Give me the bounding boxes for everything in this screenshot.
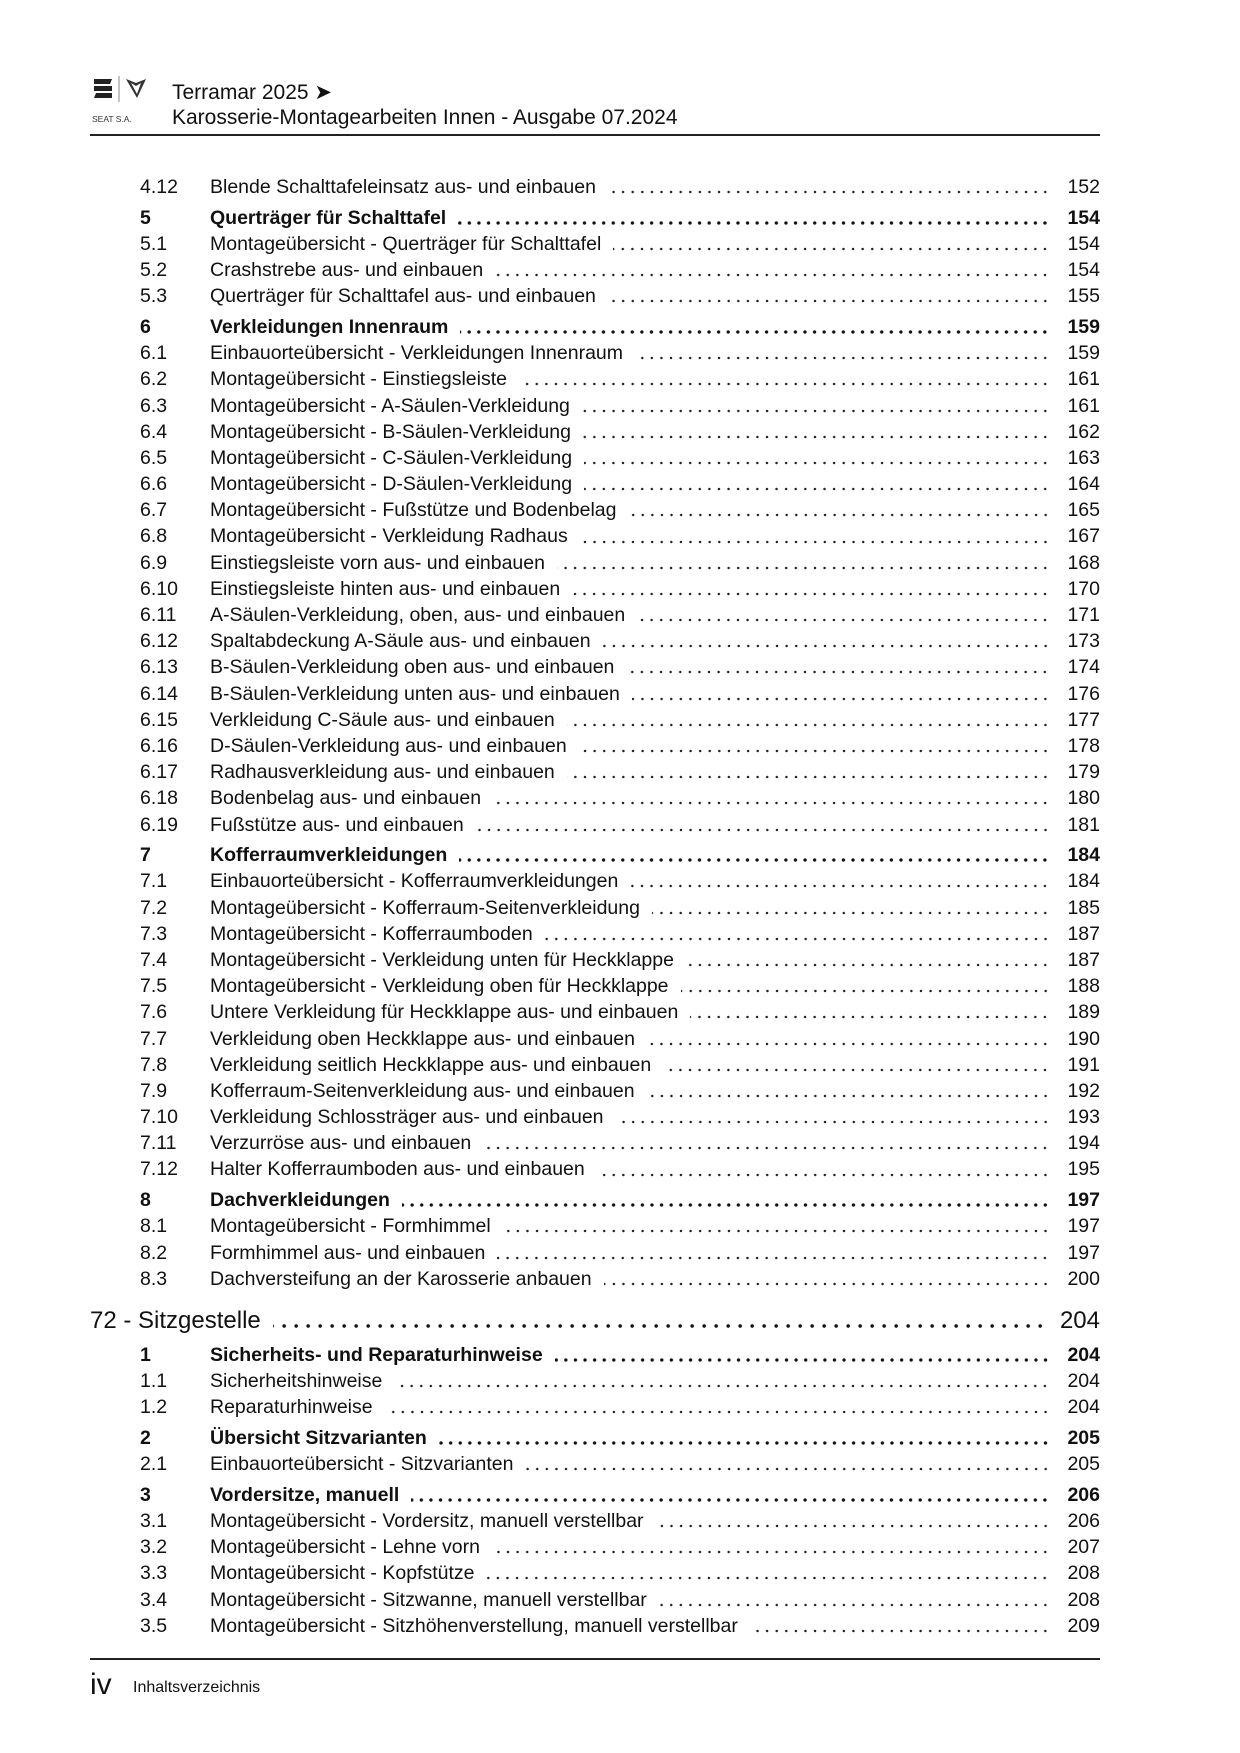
toc-leader-dots [458, 221, 1050, 225]
toc-title: Verkleidung Schlossträger aus- und einbauen [210, 1106, 604, 1129]
toc-leader-dots [637, 618, 1050, 622]
toc-section[interactable] [90, 205, 1100, 231]
toc-entry[interactable] [90, 257, 1100, 283]
toc-title: Einstiegsleiste hinten aus- und einbauen [210, 577, 561, 600]
toc-title: Montageübersicht - Querträger für Schalttafel [210, 232, 602, 255]
toc-entry[interactable] [90, 1560, 1100, 1586]
toc-title: Kofferraumverkleidungen [210, 844, 448, 867]
toc-leader-dots [411, 1498, 1050, 1502]
toc-leader-dots [663, 1068, 1050, 1072]
toc-entry[interactable] [90, 733, 1100, 759]
toc-title: Übersicht Sitzvarianten [210, 1426, 427, 1449]
toc-leader-dots [597, 1173, 1050, 1177]
toc-title: Reparaturhinweise [210, 1396, 373, 1419]
toc-entry[interactable] [90, 1534, 1100, 1560]
toc-page: 206 [1067, 1510, 1100, 1532]
toc-leader-dots [497, 1256, 1050, 1260]
toc-title: 72 - Sitzgestelle [90, 1306, 261, 1334]
toc-entry[interactable] [90, 895, 1100, 921]
toc-leader-dots [582, 409, 1050, 413]
toc-entry[interactable] [90, 759, 1100, 785]
toc-entry[interactable] [90, 1613, 1100, 1639]
toc-number: 6 [140, 315, 151, 338]
toc-title: Montageübersicht - Verkleidung Radhaus [210, 525, 568, 548]
toc-page: 181 [1067, 813, 1100, 836]
toc-title: Verkleidung C-Säule aus- und einbauen [210, 708, 555, 731]
toc-page: 155 [1067, 285, 1100, 308]
toc-leader-dots [652, 911, 1050, 915]
cupra-logo-icon [126, 79, 146, 98]
toc-title: Sicherheits- und Reparaturhinweise [210, 1343, 543, 1366]
toc-page: 161 [1067, 394, 1100, 417]
toc-number: 7 [140, 844, 151, 867]
toc-leader-dots [545, 937, 1050, 941]
toc-title: Montageübersicht - C-Säulen-Verkleidung [210, 446, 573, 469]
toc-number: 6.4 [140, 420, 168, 443]
toc-page: 162 [1067, 420, 1100, 443]
toc-entry[interactable] [90, 497, 1100, 523]
toc-leader-dots [439, 1441, 1050, 1445]
toc-entry[interactable] [90, 445, 1100, 471]
toc-title: Montageübersicht - Kofferraum-Seitenverkleidung [210, 896, 640, 919]
toc-number: 5.2 [140, 259, 168, 282]
toc-title: Montageübersicht - Kopfstütze [210, 1562, 475, 1585]
toc-section[interactable] [90, 1425, 1100, 1451]
document-subtitle: Karosserie-Montagearbeiten Innen - Ausgabe 07.2024 [172, 106, 678, 129]
toc-entry[interactable] [90, 1451, 1100, 1477]
toc-entry[interactable] [90, 921, 1100, 947]
toc-page: 208 [1067, 1588, 1100, 1611]
toc-page: 154 [1067, 206, 1100, 229]
toc-page: 191 [1067, 1053, 1100, 1076]
toc-title: Querträger für Schalttafel aus- und einbauen [210, 285, 596, 308]
toc-entry[interactable] [90, 947, 1100, 973]
toc-title: Halter Kofferraumboden aus- und einbauen [210, 1158, 585, 1181]
toc-page: 195 [1067, 1158, 1100, 1181]
toc-number: 7.11 [140, 1132, 177, 1155]
toc-page: 207 [1067, 1536, 1100, 1559]
toc-page: 205 [1067, 1426, 1100, 1449]
toc-entry[interactable] [90, 1026, 1100, 1052]
toc-section[interactable] [90, 1187, 1100, 1213]
toc-number: 6.9 [140, 551, 168, 574]
toc-number: 2.1 [140, 1453, 168, 1476]
toc-number: 6.5 [140, 446, 168, 469]
toc-leader-dots [647, 1094, 1050, 1098]
toc-title: B-Säulen-Verkleidung unten aus- und einbauen [210, 682, 620, 705]
toc-number: 7.8 [140, 1053, 168, 1076]
toc-entry[interactable] [90, 812, 1100, 838]
toc-number: 6.6 [140, 473, 168, 496]
toc-page: 154 [1067, 232, 1100, 255]
header-rule [90, 134, 1100, 136]
toc-leader-dots [503, 1229, 1050, 1233]
toc-title: Montageübersicht - Verkleidung oben für Heckklappe [210, 975, 669, 998]
toc-entry[interactable] [90, 1078, 1100, 1104]
toc-leader-dots [572, 592, 1050, 596]
toc-number: 6.17 [140, 761, 178, 784]
toc-title: Einstiegsleiste vorn aus- und einbauen [210, 551, 545, 574]
toc-number: 1.2 [140, 1396, 168, 1419]
toc-leader-dots [603, 644, 1050, 648]
toc-entry[interactable] [90, 602, 1100, 628]
toc-page: 179 [1067, 761, 1100, 784]
toc-leader-dots [616, 1120, 1050, 1124]
toc-page: 187 [1067, 948, 1100, 971]
toc-page: 178 [1067, 734, 1100, 757]
toc-leader-dots [385, 1410, 1050, 1414]
toc-entry[interactable] [90, 1394, 1100, 1420]
toc-entry[interactable] [90, 471, 1100, 497]
toc-entry[interactable] [90, 1213, 1100, 1239]
toc-page: 174 [1067, 656, 1100, 679]
toc-number: 1 [140, 1343, 151, 1366]
toc-number: 8 [140, 1189, 151, 1212]
toc-entry[interactable] [90, 1240, 1100, 1266]
toc-page: 180 [1067, 787, 1100, 810]
toc-number: 6.12 [140, 630, 178, 653]
toc-leader-dots [459, 858, 1050, 862]
toc-title: Verkleidung seitlich Heckklappe aus- und einbauen [210, 1053, 652, 1076]
seat-logo-icon [94, 79, 112, 98]
toc-title: Montageübersicht - Verkleidung unten für Heckklappe [210, 948, 674, 971]
toc-number: 3.4 [140, 1588, 168, 1611]
toc-title: Crashstrebe aus- und einbauen [210, 259, 484, 282]
toc-leader-dots [613, 247, 1050, 251]
toc-entry[interactable] [90, 419, 1100, 445]
toc-number: 7.3 [140, 922, 168, 945]
toc-leader-dots [460, 330, 1050, 334]
toc-entry[interactable] [90, 973, 1100, 999]
toc-number: 6.10 [140, 577, 178, 600]
toc-entry[interactable] [90, 366, 1100, 392]
toc-entry[interactable] [90, 1508, 1100, 1534]
toc-leader-dots [495, 273, 1050, 277]
toc-leader-dots [567, 775, 1050, 779]
toc-title: Montageübersicht - B-Säulen-Verkleidung [210, 420, 571, 443]
toc-page: 208 [1067, 1562, 1100, 1585]
toc-title: Montageübersicht - Kofferraumboden [210, 922, 533, 945]
toc-leader-dots [629, 513, 1050, 517]
toc-entry[interactable] [90, 1156, 1100, 1182]
toc-page: 170 [1067, 577, 1100, 600]
toc-number: 6.7 [140, 499, 168, 522]
toc-entry[interactable] [90, 576, 1100, 602]
toc-title: Spaltabdeckung A-Säule aus- und einbauen [210, 630, 591, 653]
toc-number: 6.18 [140, 787, 178, 810]
toc-title: Verkleidung oben Heckklappe aus- und einbauen [210, 1027, 635, 1050]
toc-number: 7.5 [140, 975, 168, 998]
toc-title: Kofferraum-Seitenverkleidung aus- und einbauen [210, 1079, 635, 1102]
toc-number: 7.6 [140, 1001, 168, 1024]
toc-title: D-Säulen-Verkleidung aus- und einbauen [210, 734, 567, 757]
toc-number: 7.10 [140, 1106, 178, 1129]
toc-page: 192 [1067, 1079, 1100, 1102]
toc-leader-dots [476, 828, 1050, 832]
toc-number: 7.7 [140, 1027, 168, 1050]
toc-page: 163 [1067, 446, 1100, 469]
toc-leader-dots [584, 461, 1050, 465]
toc-title: Formhimmel aus- und einbauen [210, 1241, 486, 1264]
toc-page: 204 [1067, 1396, 1100, 1419]
toc-title: Bodenbelag aus- und einbauen [210, 787, 482, 810]
toc-entry[interactable] [90, 283, 1100, 309]
toc-page: 167 [1067, 525, 1100, 548]
toc-number: 8.1 [140, 1215, 168, 1238]
toc-page: 184 [1067, 870, 1100, 893]
toc-number: 7.12 [140, 1158, 178, 1181]
toc-title: Montageübersicht - Lehne vorn [210, 1536, 480, 1559]
footer-rule [90, 1658, 1100, 1660]
toc-page: 152 [1067, 176, 1100, 198]
toc-page: 197 [1067, 1241, 1100, 1264]
toc-title: Montageübersicht - D-Säulen-Verkleidung [210, 473, 573, 496]
toc-title: Blende Schalttafeleinsatz aus- und einbauen [210, 176, 596, 198]
toc-title: Montageübersicht - Einstiegsleiste [210, 368, 507, 391]
toc-leader-dots [394, 1384, 1050, 1388]
toc-leader-dots [659, 1603, 1050, 1607]
toc-leader-dots [492, 1550, 1050, 1554]
toc-leader-dots [584, 487, 1050, 491]
toc-page: 161 [1067, 368, 1100, 391]
toc-title: Montageübersicht - Sitzhöhenverstellung, manuell verstellbar [210, 1614, 738, 1637]
toc-leader-dots [656, 1524, 1050, 1528]
toc-page: 193 [1067, 1106, 1100, 1129]
toc-entry[interactable] [90, 654, 1100, 680]
toc-title: Fußstütze aus- und einbauen [210, 813, 464, 836]
toc-page: 197 [1067, 1189, 1100, 1212]
toc-leader-dots [750, 1629, 1050, 1633]
toc-leader-dots [608, 299, 1050, 303]
toc-number: 7.2 [140, 896, 168, 919]
toc-entry[interactable] [90, 340, 1100, 366]
toc-number: 6.16 [140, 734, 178, 757]
toc-leader-dots [604, 1282, 1050, 1286]
toc-page: 168 [1067, 551, 1100, 574]
toc-entry[interactable] [90, 1266, 1100, 1292]
toc-leader-dots [483, 1146, 1050, 1150]
toc-number: 3.5 [140, 1614, 168, 1637]
toc-page: 176 [1067, 682, 1100, 705]
toc-page: 177 [1067, 708, 1100, 731]
toc-entry[interactable] [90, 393, 1100, 419]
toc-title: Einbauorteübersicht - Sitzvarianten [210, 1453, 514, 1476]
toc-leader-dots [493, 801, 1050, 805]
toc-number: 8.3 [140, 1267, 168, 1290]
svg-text:SEAT S.A.: SEAT S.A. [92, 114, 132, 124]
toc-leader-dots [635, 356, 1050, 360]
toc-page: 190 [1067, 1027, 1100, 1050]
toc-title: Vordersitze, manuell [210, 1483, 400, 1506]
toc-number: 1.1 [140, 1370, 168, 1393]
toc-number: 5 [140, 206, 151, 229]
toc-leader-dots [686, 963, 1050, 967]
toc-page: 159 [1067, 315, 1100, 338]
toc-entry[interactable] [90, 231, 1100, 257]
toc-section[interactable] [90, 1342, 1100, 1368]
toc-title: Montageübersicht - A-Säulen-Verkleidung [210, 394, 570, 417]
toc-entry[interactable] [90, 999, 1100, 1025]
toc-page: 204 [1067, 1370, 1100, 1393]
toc-number: 6.14 [140, 682, 178, 705]
table-of-contents [90, 174, 1100, 1639]
toc-leader-dots [402, 1203, 1050, 1207]
toc-number: 6.11 [140, 604, 177, 626]
toc-entry[interactable] [90, 1130, 1100, 1156]
toc-leader-dots [632, 697, 1050, 701]
toc-title: Querträger für Schalttafel [210, 206, 447, 229]
toc-title: Dachversteifung an der Karosserie anbauen [210, 1267, 592, 1290]
toc-number: 7.9 [140, 1079, 168, 1102]
toc-entry[interactable] [90, 628, 1100, 654]
toc-number: 7.4 [140, 948, 168, 971]
toc-entry[interactable] [90, 1368, 1100, 1394]
toc-page: 189 [1067, 1001, 1100, 1024]
toc-entry[interactable] [90, 785, 1100, 811]
toc-title: Montageübersicht - Formhimmel [210, 1215, 491, 1238]
toc-entry[interactable] [90, 1587, 1100, 1613]
toc-title: Montageübersicht - Sitzwanne, manuell verstellbar [210, 1588, 647, 1611]
toc-number: 2 [140, 1426, 151, 1449]
toc-page: 164 [1067, 473, 1100, 496]
toc-title: Einbauorteübersicht - Verkleidungen Innenraum [210, 342, 624, 365]
toc-leader-dots [526, 1467, 1051, 1471]
toc-title: Verzurröse aus- und einbauen [210, 1132, 472, 1155]
toc-section[interactable] [90, 314, 1100, 340]
toc-leader-dots [647, 1042, 1050, 1046]
page-number: iv [90, 1668, 112, 1701]
toc-page: 204 [1067, 1343, 1100, 1366]
toc-number: 4.12 [140, 176, 178, 198]
footer-label: Inhaltsverzeichnis [133, 1679, 261, 1696]
toc-entry[interactable] [90, 1052, 1100, 1078]
toc-number: 3 [140, 1483, 151, 1506]
toc-page: 204 [1059, 1306, 1100, 1334]
toc-number: 6.13 [140, 656, 178, 679]
toc-leader-dots [608, 190, 1050, 194]
toc-entry[interactable] [90, 550, 1100, 576]
toc-number: 5.1 [140, 232, 168, 255]
toc-leader-dots [557, 566, 1050, 570]
toc-chapter[interactable] [90, 1306, 1100, 1336]
toc-title: Montageübersicht - Vordersitz, manuell verstellbar [210, 1510, 644, 1532]
toc-entry[interactable] [90, 681, 1100, 707]
toc-number: 6.15 [140, 708, 178, 731]
toc-entry[interactable] [90, 868, 1100, 894]
toc-leader-dots [681, 989, 1050, 993]
toc-section[interactable] [90, 842, 1100, 868]
toc-leader-dots [486, 1576, 1050, 1580]
toc-number: 6.3 [140, 394, 168, 417]
toc-page: 154 [1067, 259, 1100, 282]
toc-leader-dots [273, 1324, 1046, 1328]
toc-page: 197 [1067, 1215, 1100, 1238]
toc-page: 200 [1067, 1267, 1100, 1290]
toc-title: Sicherheitshinweise [210, 1370, 383, 1393]
toc-leader-dots [555, 1358, 1050, 1362]
seat-cupra-logo [92, 76, 162, 136]
toc-title: Radhausverkleidung aus- und einbauen [210, 761, 555, 784]
toc-title: B-Säulen-Verkleidung oben aus- und einbauen [210, 656, 615, 679]
toc-title: Montageübersicht - Fußstütze und Bodenbelag [210, 499, 617, 522]
toc-entry[interactable] [90, 523, 1100, 549]
toc-page: 205 [1067, 1453, 1100, 1476]
toc-page: 184 [1067, 844, 1100, 867]
toc-title: Dachverkleidungen [210, 1189, 390, 1212]
toc-leader-dots [626, 670, 1050, 674]
toc-page: 185 [1067, 896, 1100, 919]
toc-page: 188 [1067, 975, 1100, 998]
toc-page: 187 [1067, 922, 1100, 945]
toc-title: A-Säulen-Verkleidung, oben, aus- und einbauen [210, 604, 626, 626]
toc-leader-dots [579, 749, 1050, 753]
toc-number: 6.19 [140, 813, 178, 836]
toc-entry[interactable] [90, 707, 1100, 733]
toc-number: 3.1 [140, 1510, 168, 1532]
toc-number: 6.1 [140, 342, 168, 365]
toc-title: Einbauorteübersicht - Kofferraumverkleidungen [210, 870, 619, 893]
toc-page: 173 [1067, 630, 1100, 653]
toc-page: 194 [1067, 1132, 1100, 1155]
toc-leader-dots [580, 540, 1050, 544]
toc-number: 3.2 [140, 1536, 168, 1559]
toc-page: 171 [1067, 604, 1100, 626]
toc-page: 209 [1067, 1614, 1100, 1637]
toc-leader-dots [690, 1015, 1050, 1019]
toc-number: 6.8 [140, 525, 168, 548]
toc-page: 165 [1067, 499, 1100, 522]
toc-page: 159 [1067, 342, 1100, 365]
toc-entry[interactable] [90, 1104, 1100, 1130]
toc-page: 206 [1067, 1483, 1100, 1506]
toc-number: 6.2 [140, 368, 168, 391]
toc-title: Verkleidungen Innenraum [210, 315, 449, 338]
toc-number: 5.3 [140, 285, 168, 308]
toc-title: Untere Verkleidung für Heckklappe aus- und einbauen [210, 1001, 679, 1024]
toc-leader-dots [567, 723, 1050, 727]
toc-leader-dots [583, 435, 1050, 439]
toc-section[interactable] [90, 1482, 1100, 1508]
toc-number: 7.1 [140, 870, 168, 893]
document-title: Terramar 2025 ➤ [172, 81, 332, 104]
toc-leader-dots [519, 382, 1050, 386]
toc-leader-dots [630, 884, 1050, 888]
toc-number: 8.2 [140, 1241, 168, 1264]
toc-number: 3.3 [140, 1562, 168, 1585]
toc-entry[interactable] [90, 174, 1100, 200]
